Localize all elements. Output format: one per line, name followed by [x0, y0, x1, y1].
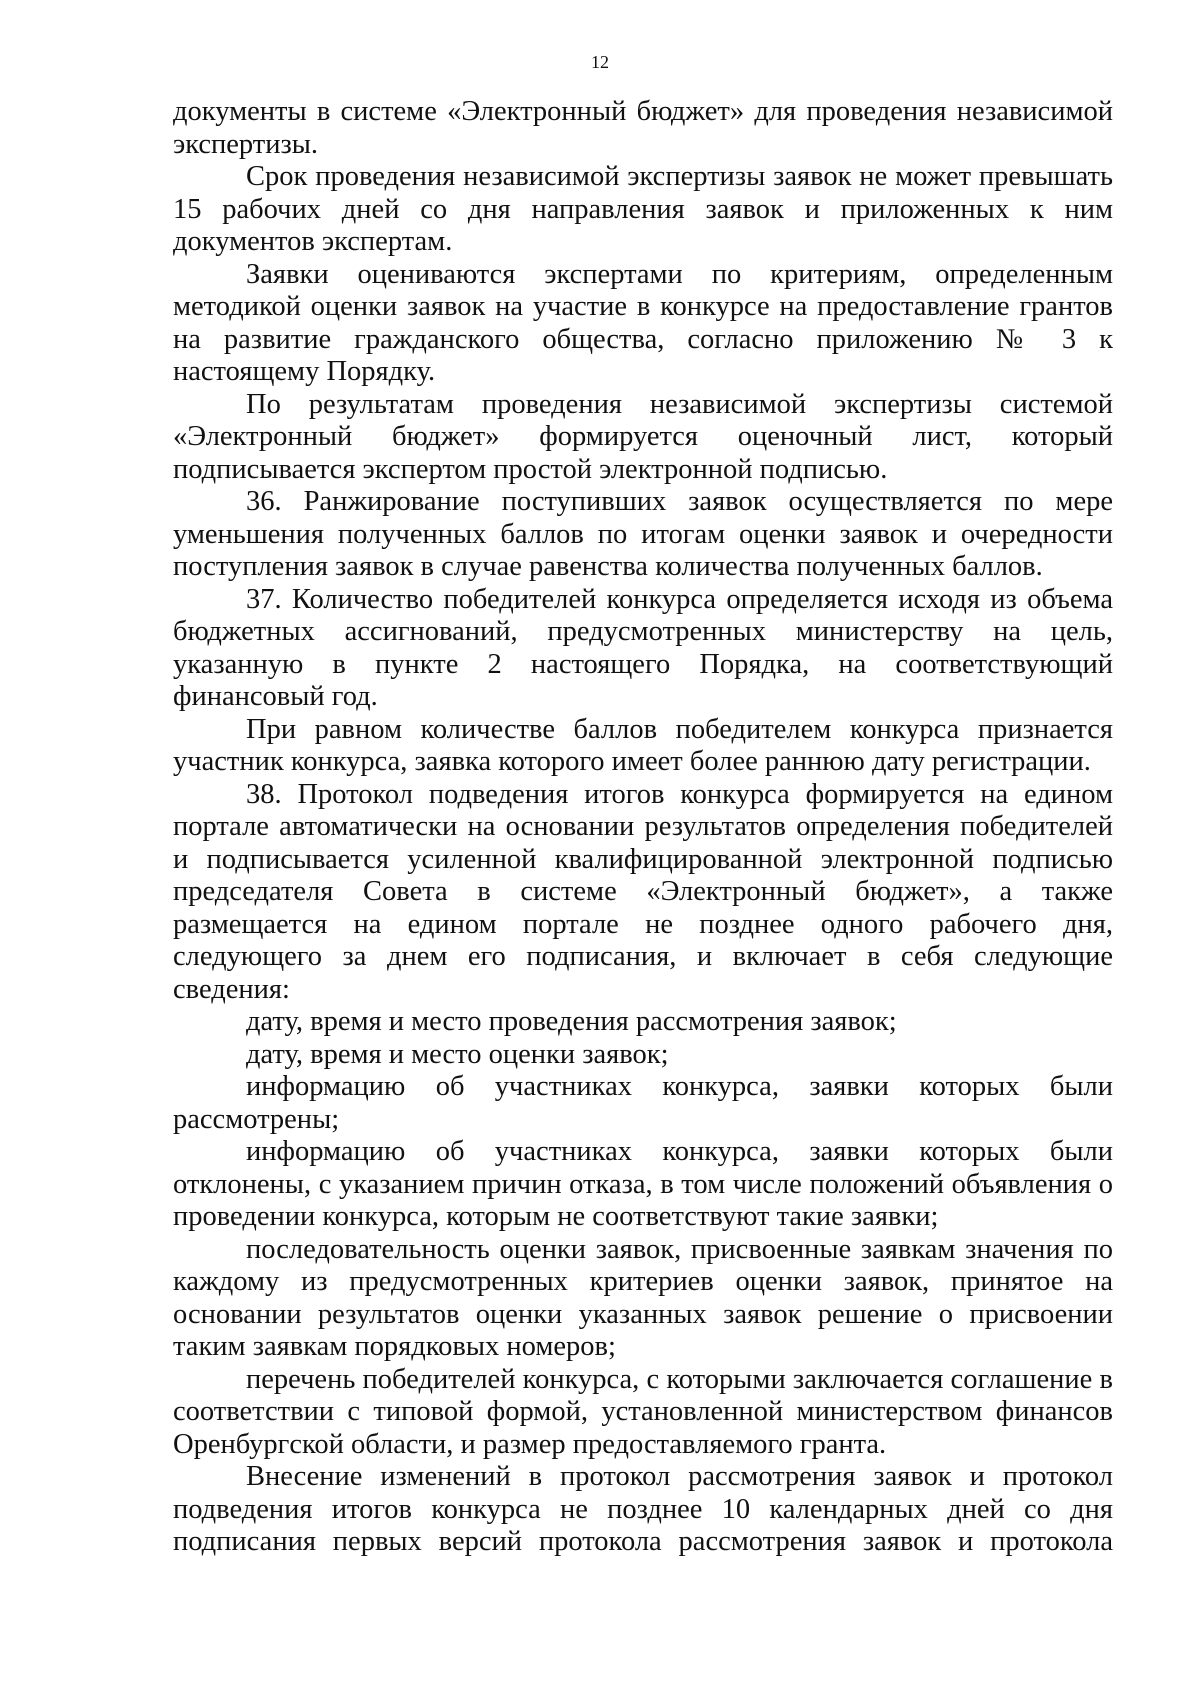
- paragraph-continuation: документы в системе «Электронный бюджет» для проведения независимой экспертизы.: [173, 96, 1113, 160]
- paragraph-equal-score: При равном количестве баллов победителем конкурса признается участник конкурса, заявка которого имеет более раннюю дату регистрации.: [173, 713, 1113, 777]
- page-number: 12: [591, 52, 609, 72]
- list-item-rejected-participants: информацию об участниках конкурса, заявки которых были отклонены, с указанием причин отказа, в том числе положений объявления о проведении конкурса, которым не соответствуют такие заявки;: [173, 1136, 1113, 1232]
- paragraph-protocol-changes: Внесение изменений в протокол рассмотрения заявок и протокол подведения итогов конкурса не позднее 10 календарных дней со дня подписания первых версий протокола рассмотрения заявок и протокола: [173, 1461, 1113, 1557]
- paragraph-37-winners-count: 37. Количество победителей конкурса определяется исходя из объема бюджетных ассигнований, предусмотренных министерству на цель, указанную в пункте 2 настоящего Порядка, на соответствующий финансовый год.: [173, 583, 1113, 712]
- paragraph-evaluation-sheet: По результатам проведения независимой экспертизы системой «Электронный бюджет» формируется оценочный лист, который подписывается экспертом простой электронной подписью.: [173, 388, 1113, 485]
- paragraph-evaluation-criteria: Заявки оцениваются экспертами по критериям, определенным методикой оценки заявок на участие в конкурсе на предоставление грантов на развитие гражданского общества, согласно приложению № 3 к настоящему Порядку.: [173, 258, 1113, 387]
- paragraph-review-period: Срок проведения независимой экспертизы заявок не может превышать 15 рабочих дней со дня направления заявок и приложенных к ним документов экспертам.: [173, 161, 1113, 257]
- list-item-evaluation-sequence: последовательность оценки заявок, присвоенные заявкам значения по каждому из предусмотренных критериев оценки заявок, принятое на основании результатов оценки указанных заявок решение о присвоении таким заявкам порядковых номеров;: [173, 1233, 1113, 1362]
- list-item-winners-list: перечень победителей конкурса, с которыми заключается соглашение в соответствии с типовой формой, установленной министерством финансов Оренбургской области, и размер предоставляемого гранта.: [173, 1363, 1113, 1460]
- list-item-reviewed-participants: информацию об участниках конкурса, заявки которых были рассмотрены;: [173, 1071, 1113, 1135]
- paragraph-36-ranking: 36. Ранжирование поступивших заявок осуществляется по мере уменьшения полученных баллов по итогам оценки заявок и очередности поступления заявок в случае равенства количества полученных баллов.: [173, 486, 1113, 582]
- paragraph-38-protocol: 38. Протокол подведения итогов конкурса формируется на едином портале автоматически на основании результатов определения победителей и подписывается усиленной квалифицированной электронной подписью председателя Совета в системе «Электронный бюджет», а также размещается на едином портале не позднее одного рабочего дня, следующего за днем его подписания, и включает в себя следующие сведения:: [173, 778, 1113, 1005]
- list-item-review-date: дату, время и место проведения рассмотрения заявок;: [246, 1006, 897, 1037]
- list-item-evaluation-date: дату, время и место оценки заявок;: [246, 1038, 669, 1070]
- document-body: [173, 96, 1113, 1559]
